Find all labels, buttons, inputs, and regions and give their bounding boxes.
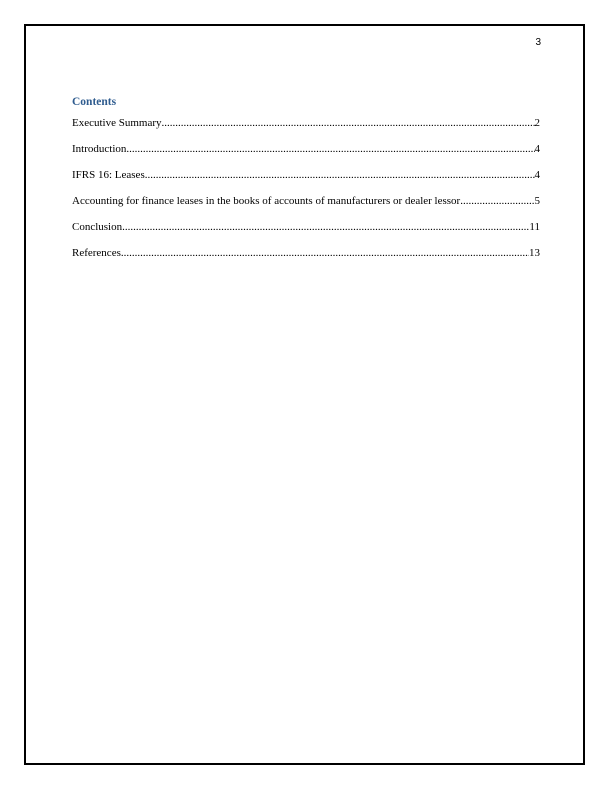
toc-entry-title: IFRS 16: Leases	[72, 169, 145, 181]
toc-entry-page: 5	[534, 195, 540, 207]
toc-entry-title: Executive Summary	[72, 117, 162, 129]
toc-entry-title: Conclusion	[72, 221, 123, 233]
toc-entry-page: 13	[529, 247, 540, 259]
table-of-contents	[72, 116, 540, 272]
dot-leader	[122, 220, 529, 234]
dot-leader	[121, 246, 529, 260]
toc-heading: Contents	[72, 96, 117, 108]
toc-entry-page: 4	[534, 143, 540, 155]
toc-entry-executive-summary[interactable]	[72, 116, 540, 142]
toc-entry-page: 2	[534, 117, 540, 129]
toc-entry-ifrs16-leases[interactable]	[72, 168, 540, 194]
toc-entry-title: References	[72, 247, 121, 259]
page-number: 3	[535, 37, 541, 48]
dot-leader	[126, 142, 534, 156]
toc-entry-title: Accounting for finance leases in the books of accounts of manufacturers or dealer lessor	[72, 195, 461, 207]
toc-entry-accounting-finance-leases[interactable]	[72, 194, 540, 220]
dot-leader	[460, 194, 534, 208]
toc-entry-introduction[interactable]	[72, 142, 540, 168]
dot-leader	[162, 116, 535, 130]
toc-entry-conclusion[interactable]	[72, 220, 540, 246]
toc-entry-page: 11	[529, 221, 540, 233]
toc-entry-title: Introduction	[72, 143, 127, 155]
dot-leader	[145, 168, 535, 182]
toc-entry-page: 4	[534, 169, 540, 181]
toc-entry-references[interactable]	[72, 246, 540, 272]
